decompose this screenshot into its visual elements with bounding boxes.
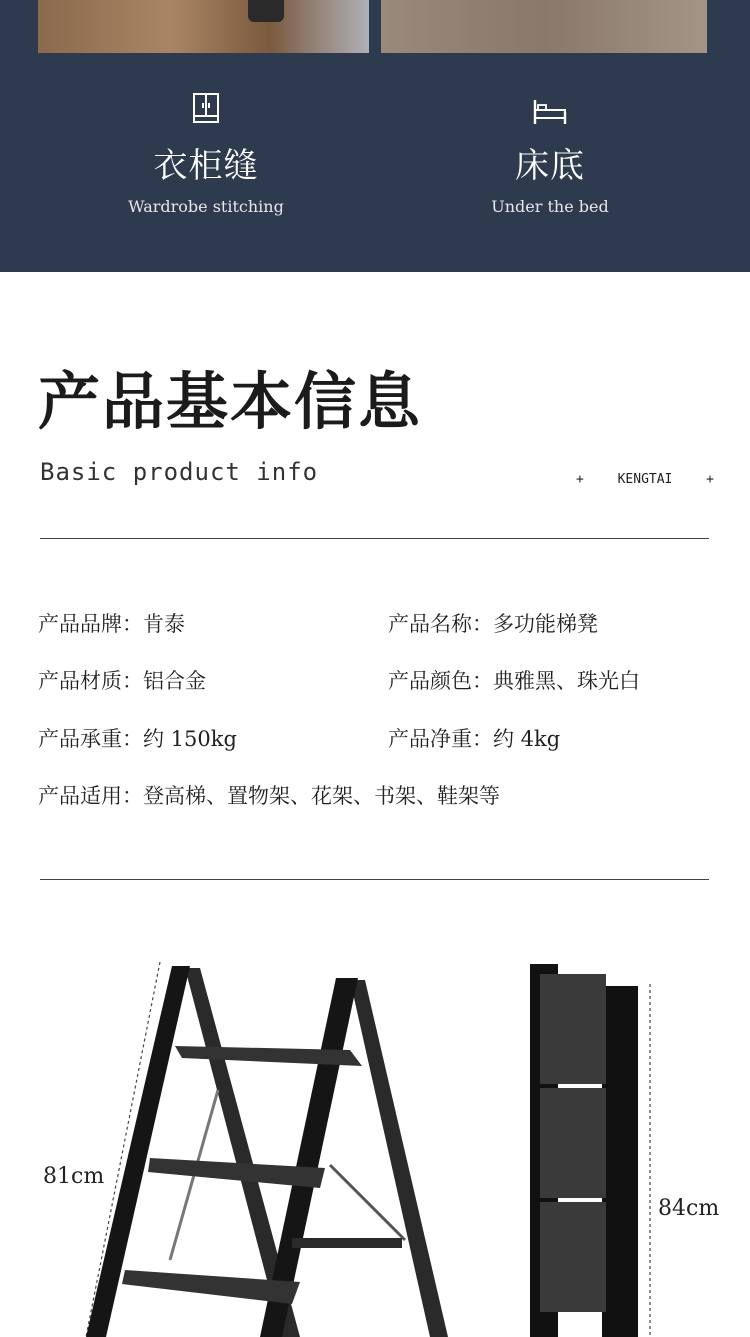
spec-name: 产品名称：多功能梯凳 xyxy=(388,612,598,636)
feature-title: 床底 xyxy=(515,146,585,186)
section-subtitle: Basic product info xyxy=(40,458,319,486)
spec-brand: 产品品牌：肯泰 xyxy=(38,612,185,636)
plus-icon: + xyxy=(706,472,714,487)
divider xyxy=(40,879,709,880)
folded-ladder-in-photo xyxy=(248,0,284,22)
bed-icon xyxy=(532,96,568,126)
open-height-label: 81cm xyxy=(43,1164,105,1189)
folded-height-label: 84cm xyxy=(658,1196,720,1221)
folded-ladder-illustration xyxy=(530,964,650,1337)
bed-photo xyxy=(381,0,707,53)
ladder-diagram xyxy=(0,940,750,1337)
plus-icon: + xyxy=(576,472,584,487)
spec-color: 产品颜色：典雅黑、珠光白 xyxy=(388,669,640,693)
feature-band xyxy=(0,0,750,272)
spec-load: 产品承重：约 150kg xyxy=(38,727,237,751)
open-ladder-illustration xyxy=(86,962,448,1337)
feature-title: 衣柜缝 xyxy=(153,146,259,186)
wardrobe-photo xyxy=(38,0,369,53)
section-title: 产品基本信息 xyxy=(38,365,423,438)
divider xyxy=(40,538,709,539)
brand-tag-text: KENGTAI xyxy=(617,472,673,487)
feature-wardrobe xyxy=(106,92,306,216)
spec-usage: 产品适用：登高梯、置物架、花架、书架、鞋架等 xyxy=(38,784,500,808)
feature-bed xyxy=(450,96,650,216)
brand-tag xyxy=(576,472,714,487)
spec-weight: 产品净重：约 4kg xyxy=(388,727,561,751)
wardrobe-icon xyxy=(192,92,220,126)
spec-material: 产品材质：铝合金 xyxy=(38,669,206,693)
feature-subtitle: Wardrobe stitching xyxy=(128,197,284,216)
feature-subtitle: Under the bed xyxy=(491,197,609,216)
